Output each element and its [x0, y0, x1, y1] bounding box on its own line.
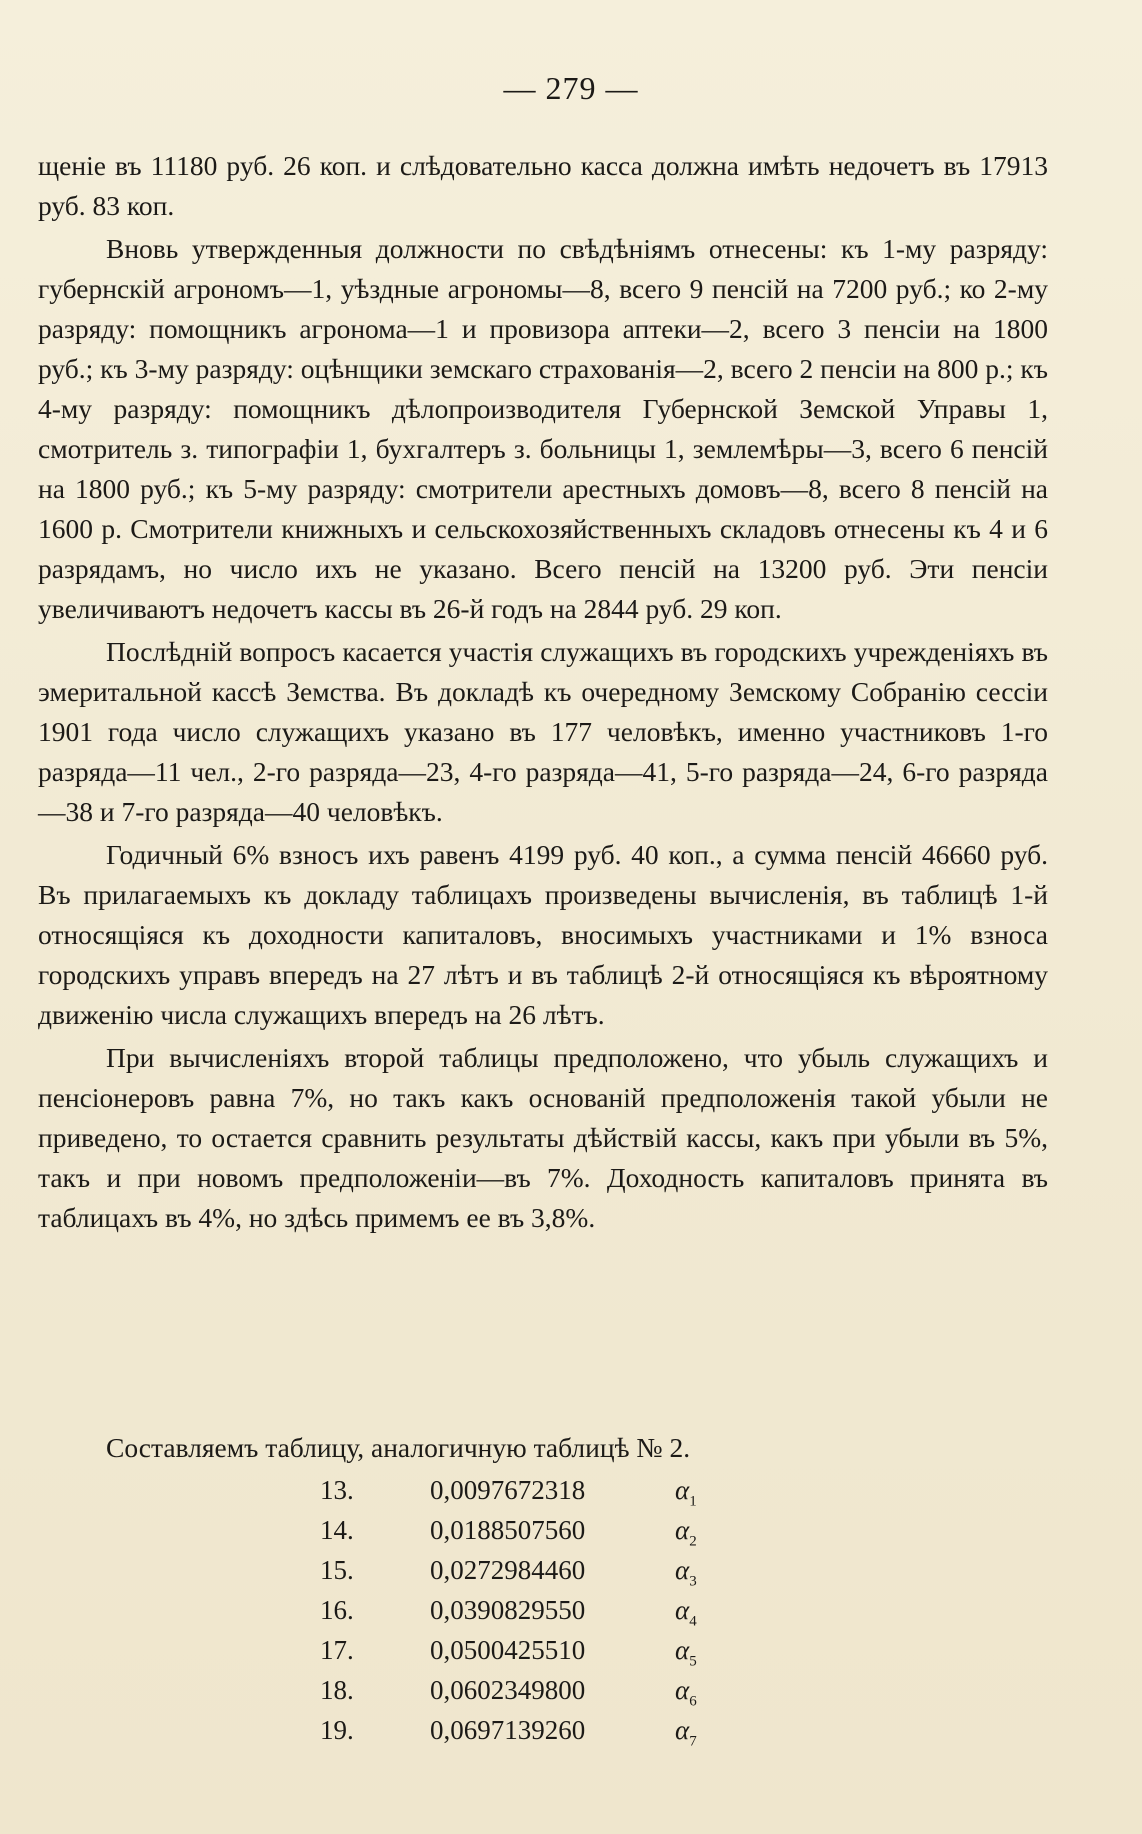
- row-number: 14.: [320, 1515, 354, 1545]
- paragraph-5: При вычисленіяхъ второй таблицы предположено, что убыль служащихъ и пенсіонеровъ равна 7%, но такъ какъ основаній предположенія такой убыли не приведено, то остается сравнить результаты дѣйствій кассы, какъ при убыли въ 5%, такъ и при новомъ предположеніи—въ 7%. Доходность капиталовъ принята въ таблицахъ въ 4%, но здѣсь примемъ ее въ 3,8%.: [38, 1042, 1048, 1233]
- table-row: [320, 1510, 735, 1550]
- paragraph-1: щеніе въ 11180 руб. 26 коп. и слѣдовательно касса должна имѣть недочетъ въ 17913 руб. 83 коп.: [38, 150, 1048, 221]
- row-value: 0,0188507560: [430, 1515, 586, 1545]
- row-value: 0,0697139260: [430, 1715, 586, 1745]
- row-number: 13.: [320, 1475, 354, 1505]
- row-number: 17.: [320, 1635, 354, 1665]
- table-row: [320, 1550, 735, 1590]
- row-value: 0,0272984460: [430, 1555, 586, 1585]
- row-symbol: $\alpha_5$: [675, 1635, 697, 1670]
- row-value: 0,0500425510: [430, 1635, 586, 1665]
- row-symbol: $\alpha_1$: [675, 1475, 697, 1510]
- row-value: 0,0390829550: [430, 1595, 586, 1625]
- page-number: — 279 —: [503, 70, 639, 106]
- row-symbol: $\alpha_7$: [675, 1715, 697, 1750]
- body-text: [38, 146, 1048, 1241]
- row-number: 18.: [320, 1675, 354, 1705]
- row-number: 16.: [320, 1595, 354, 1625]
- table-row: [320, 1710, 735, 1750]
- coefficient-table: [320, 1470, 735, 1750]
- table-row: [320, 1470, 735, 1510]
- table-intro: Составляемъ таблицу, аналогичную таблицѣ № 2.: [106, 1432, 691, 1463]
- paragraph-4: Годичный 6% взносъ ихъ равенъ 4199 руб. 40 коп., а сумма пенсій 46660 руб. Въ прилагаемыхъ къ докладу таблицахъ произведены вычисленія, въ таблицѣ 1-й относящіяся къ доходности капиталовъ, вносимыхъ участниками и 1% взноса городскихъ управъ впередъ на 27 лѣтъ и въ таблицѣ 2-й относящіяся къ вѣроятному движенію числа служащихъ впередъ на 26 лѣтъ.: [38, 839, 1048, 1030]
- row-number: 19.: [320, 1715, 354, 1745]
- paragraph-2: Вновь утвержденныя должности по свѣдѣніямъ отнесены: къ 1-му разряду: губернскій агрономъ—1, уѣздные агрономы—8, всего 9 пенсій на 7200 руб.; ко 2-му разряду: помощникъ агронома—1 и провизора аптеки—2, всего 3 пенсіи на 1800 руб.; къ 3-му разряду: оцѣнщики земскаго страхованія—2, всего 2 пенсіи на 800 р.; къ 4-му разряду: помощникъ дѣлопроизводителя Губернской Земской Управы 1, смотритель з. типографіи 1, бухгалтеръ з. больницы 1, землемѣры—3, всего 6 пенсій на 1800 руб.; къ 5-му разряду: смотрители арестныхъ домовъ—8, всего 8 пенсій на 1600 р. Смотрители книжныхъ и сельскохозяйственныхъ складовъ отнесены къ 4 и 6 разрядамъ, но число ихъ не указано. Всего пенсій на 13200 руб. Эти пенсіи увеличиваютъ недочетъ кассы въ 26-й годъ на 2844 руб. 29 коп.: [38, 233, 1048, 624]
- table-row: [320, 1630, 735, 1670]
- table-row: [320, 1670, 735, 1710]
- table-row: [320, 1590, 735, 1630]
- row-symbol: $\alpha_2$: [675, 1515, 697, 1550]
- row-symbol: $\alpha_6$: [675, 1675, 697, 1710]
- row-value: 0,0602349800: [430, 1675, 586, 1705]
- row-value: 0,0097672318: [430, 1475, 586, 1505]
- row-symbol: $\alpha_4$: [675, 1595, 697, 1630]
- paragraph-3: Послѣдній вопросъ касается участія служащихъ въ городскихъ учрежденіяхъ въ эмеритальной кассѣ Земства. Въ докладѣ къ очередному Земскому Собранію сессіи 1901 года число служащихъ указано въ 177 человѣкъ, именно участниковъ 1-го разряда—11 чел., 2-го разряда—23, 4-го разряда—41, 5-го разряда—24, 6-го разряда—38 и 7-го разряда—40 человѣкъ.: [38, 636, 1048, 827]
- row-number: 15.: [320, 1555, 354, 1585]
- row-symbol: $\alpha_3$: [675, 1555, 697, 1590]
